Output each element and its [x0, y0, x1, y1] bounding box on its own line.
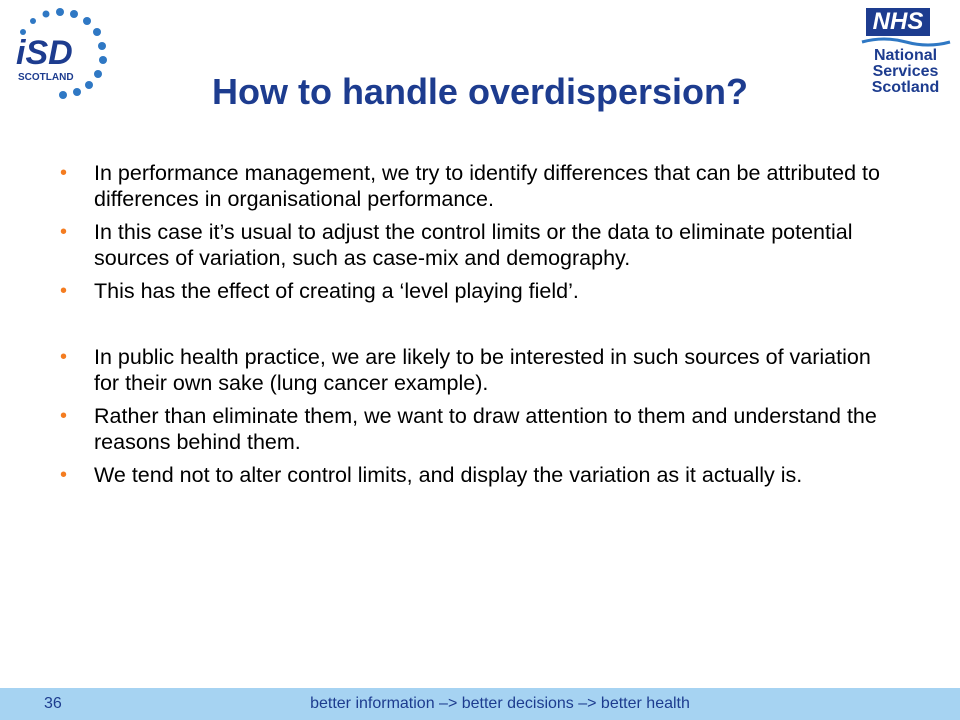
bullet-text: Rather than eliminate them, we want to draw attention to them and understand the reasons behind them. [94, 404, 877, 454]
bullet-item [58, 462, 898, 488]
svg-text:iSD: iSD [16, 34, 73, 72]
bullet-icon: • [60, 464, 68, 486]
nhs-line-scotland: Scotland [871, 79, 940, 96]
bullet-text: In performance management, we try to identify differences that can be attributed to differences in organisational performance. [94, 161, 880, 211]
footer-bar [0, 688, 960, 720]
bullet-item [58, 160, 898, 212]
isd-scotland-logo [8, 6, 113, 106]
nhs-national-services-scotland-logo [858, 4, 953, 104]
slide-title: How to handle overdispersion? [211, 71, 749, 112]
nhs-line-national: National [873, 47, 938, 64]
nhs-mark: NHS [866, 8, 930, 36]
bullet-icon: • [60, 346, 68, 368]
footer-tagline: better information –> better decisions –> better health [310, 695, 690, 712]
bullet-text: We tend not to alter control limits, and display the variation as it actually is. [94, 463, 803, 487]
bullet-item [58, 278, 898, 304]
bullet-icon: • [60, 280, 68, 302]
bullet-icon: • [60, 221, 68, 243]
bullet-text: In this case it’s usual to adjust the control limits or the data to eliminate potential sources of variation, such as case-mix and demography. [94, 220, 853, 270]
svg-text:SCOTLAND: SCOTLAND [18, 72, 74, 83]
bullet-icon: • [60, 162, 68, 184]
page-number: 36 [44, 695, 62, 712]
nhs-subtitle [858, 48, 953, 96]
bullet-item [58, 344, 898, 396]
isd-dot-ring-icon [8, 6, 113, 106]
bullet-list [58, 160, 898, 488]
bullet-icon: • [60, 405, 68, 427]
bullet-text: In public health practice, we are likely to be interested in such sources of variation for their own sake (lung cancer example). [94, 345, 871, 395]
bullet-text: This has the effect of creating a ‘level playing field’. [94, 279, 579, 303]
nhs-line-services: Services [872, 63, 939, 80]
bullet-item [58, 219, 898, 271]
bullet-item [58, 403, 898, 455]
